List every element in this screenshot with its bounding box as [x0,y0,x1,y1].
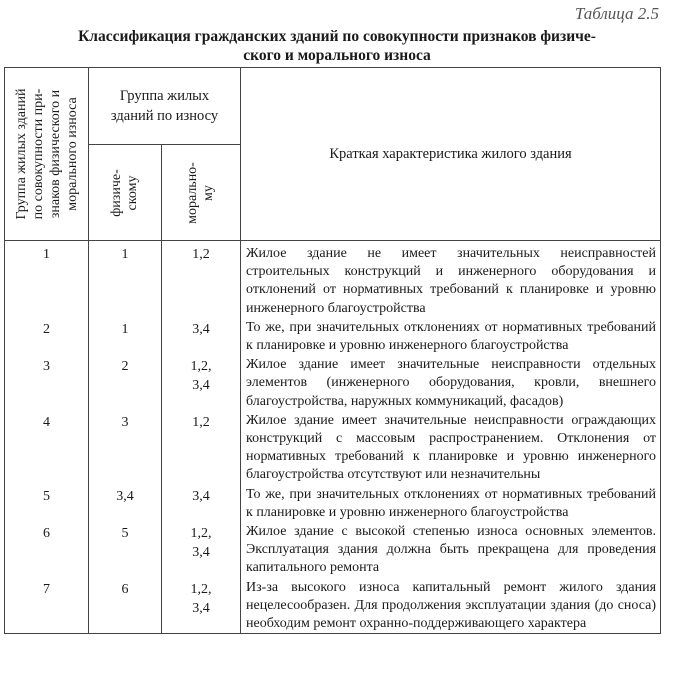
header-description-text: Краткая характеристика жилого здания [329,145,572,162]
cell-description: Жилое здание имеет значительные неисправности отдельных элементов (инженерного оборудования, кровли, внешнего благоустройства, наружных коммуникаций, фасадов) [241,355,661,411]
cell-group: 2 [5,318,89,355]
cell-group: 6 [5,522,89,578]
header-moral-text: морально- му [185,161,216,224]
cell-group: 1 [5,241,89,318]
cell-physical: 3 [89,411,162,485]
cell-moral: 3,4 [162,318,241,355]
cell-moral: 1,2, 3,4 [162,355,241,411]
header-wear-group [89,68,241,145]
table-row [5,485,661,522]
cell-description: Жилое здание не имеет значительных неисправностей строительных конструкций и инженерного оборудования и отклонений от нормативных требований к планировке и уровню инженерного благоустройства [241,241,661,318]
header-physical [89,145,162,241]
table-row [5,318,661,355]
header-description [241,68,661,241]
cell-moral: 1,2, 3,4 [162,522,241,578]
cell-physical: 6 [89,578,162,634]
table-row [5,411,661,485]
classification-table [4,67,661,634]
cell-group: 4 [5,411,89,485]
cell-physical: 1 [89,241,162,318]
table-title [12,27,662,65]
cell-moral: 3,4 [162,485,241,522]
cell-moral: 1,2, 3,4 [162,578,241,634]
table-number: Таблица 2.5 [574,4,659,23]
header-physical-text: физиче- скому [109,168,140,217]
cell-description: То же, при значительных отклонениях от нормативных требований к планировке и уровню инженерного благоустройства [241,318,661,355]
cell-physical: 3,4 [89,485,162,522]
cell-physical: 1 [89,318,162,355]
cell-group: 5 [5,485,89,522]
cell-moral: 1,2 [162,241,241,318]
title-line-1: Классификация гражданских зданий по совокупности признаков физиче- [78,28,596,45]
cell-description: Из-за высокого износа капитальный ремонт жилого здания нецелесообразен. Для продолжения эксплуатации здания (до сноса) необходим ремонт охранно-поддерживающего характера [241,578,661,634]
header-building-group-text: Группа жилых зданий по совокупности при- знаков физического и морального износа [13,88,80,220]
table-row [5,522,661,578]
table-row [5,241,661,318]
cell-description: Жилое здание с высокой степенью износа основных элементов. Эксплуатация здания должна быть прекращена для проведения капитального ремонта [241,522,661,578]
cell-physical: 2 [89,355,162,411]
cell-description: То же, при значительных отклонениях от нормативных требований к планировке и уровню инженерного благоустройства [241,485,661,522]
table-row [5,578,661,634]
header-moral [162,145,241,241]
header-building-group [5,68,89,241]
header-wear-group-text: Группа жилых зданий по износу [110,88,219,124]
cell-physical: 5 [89,522,162,578]
title-line-2: ского и морального износа [243,47,431,64]
cell-description: Жилое здание имеет значительные неисправности ограждающих конструкций с массовым распространением. Отклонения от нормативных требований к планировке и уровню инженерного благоустройства отсутствуют или незначительны [241,411,661,485]
cell-moral: 1,2 [162,411,241,485]
cell-group: 7 [5,578,89,634]
cell-group: 3 [5,355,89,411]
table-row [5,355,661,411]
